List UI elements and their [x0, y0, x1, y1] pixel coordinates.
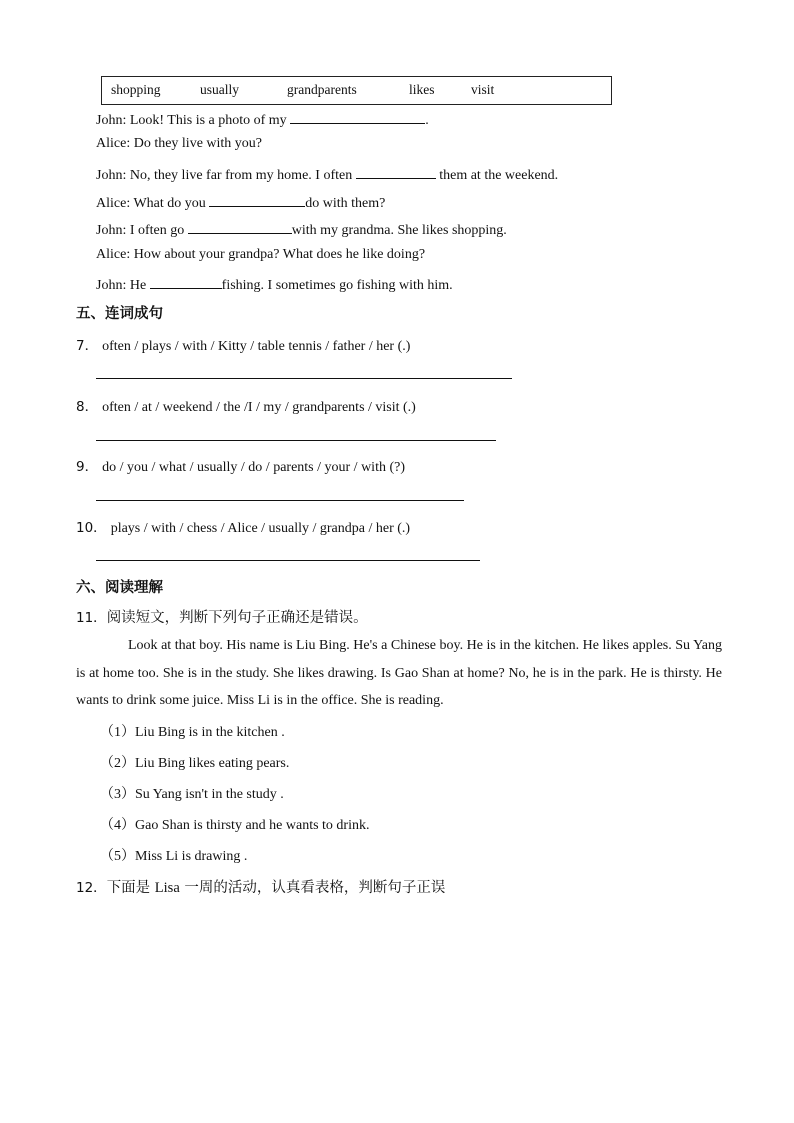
statement-item: （5）Miss Li is drawing . — [100, 849, 248, 864]
sentence-item: 8． often / at / weekend / the /I / my / grandparents / visit (.) — [76, 399, 416, 415]
sentence-item: 7． often / plays / with / Kitty / table tennis / father / her (.) — [76, 338, 411, 354]
answer-line[interactable] — [96, 378, 512, 379]
fill-blank[interactable] — [290, 109, 425, 124]
sentence-item: 9． do / you / what / usually / do / parents / your / with (?) — [76, 459, 405, 475]
question-12: 12．下面是 Lisa 一周的活动，认真看表格，判断句子正误 — [76, 880, 446, 896]
dialogue-line: Alice: How about your grandpa? What does he like doing? — [96, 247, 426, 262]
dialogue-line: Alice: Do they live with you? — [96, 136, 263, 151]
statement-item: （3）Su Yang isn't in the study . — [100, 787, 284, 802]
dialogue-line: John: I often go with my grandma. She likes shopping. — [96, 219, 507, 239]
dialogue-line: John: He fishing. I sometimes go fishing with him. — [96, 274, 453, 294]
word-bank-item: visit — [471, 82, 495, 97]
fill-blank[interactable] — [209, 192, 305, 207]
reading-passage: Look at that boy. His name is Liu Bing. He's a Chinese boy. He is in the kitchen. He likes apples. Su Yang is at home too. She is in the study. She likes drawing. Is Gao Shan at home? No, he is in the park. He is thirsty. He wants to drink some juice. Miss Li is in the office. She is reading. — [76, 638, 722, 708]
sentence-item: 10． plays / with / chess / Alice / usually / grandpa / her (.) — [76, 520, 411, 536]
fill-blank[interactable] — [356, 164, 436, 179]
dialogue-line: John: No, they live far from my home. I often them at the weekend. — [96, 164, 558, 184]
answer-line[interactable] — [96, 440, 496, 441]
dialogue-line: John: Look! This is a photo of my . — [96, 109, 429, 129]
answer-line[interactable] — [96, 500, 464, 501]
fill-blank[interactable] — [188, 219, 292, 234]
word-bank-item: likes — [409, 82, 435, 97]
statement-item: （4）Gao Shan is thirsty and he wants to drink. — [100, 818, 370, 833]
answer-line[interactable] — [96, 560, 480, 561]
section-title: 五、连词成句 — [76, 306, 163, 322]
word-bank-item: shopping — [111, 82, 161, 97]
question-11: 11．阅读短文，判断下列句子正确还是错误。 — [76, 610, 368, 626]
word-bank-item: usually — [200, 82, 239, 97]
statement-item: （1）Liu Bing is in the kitchen . — [100, 725, 285, 740]
fill-blank[interactable] — [150, 274, 222, 289]
section-title: 六、阅读理解 — [76, 580, 163, 596]
dialogue-line: Alice: What do you do with them? — [96, 192, 385, 212]
statement-item: （2）Liu Bing likes eating pears. — [100, 756, 290, 771]
word-bank-box — [101, 76, 612, 105]
word-bank-item: grandparents — [287, 82, 357, 97]
